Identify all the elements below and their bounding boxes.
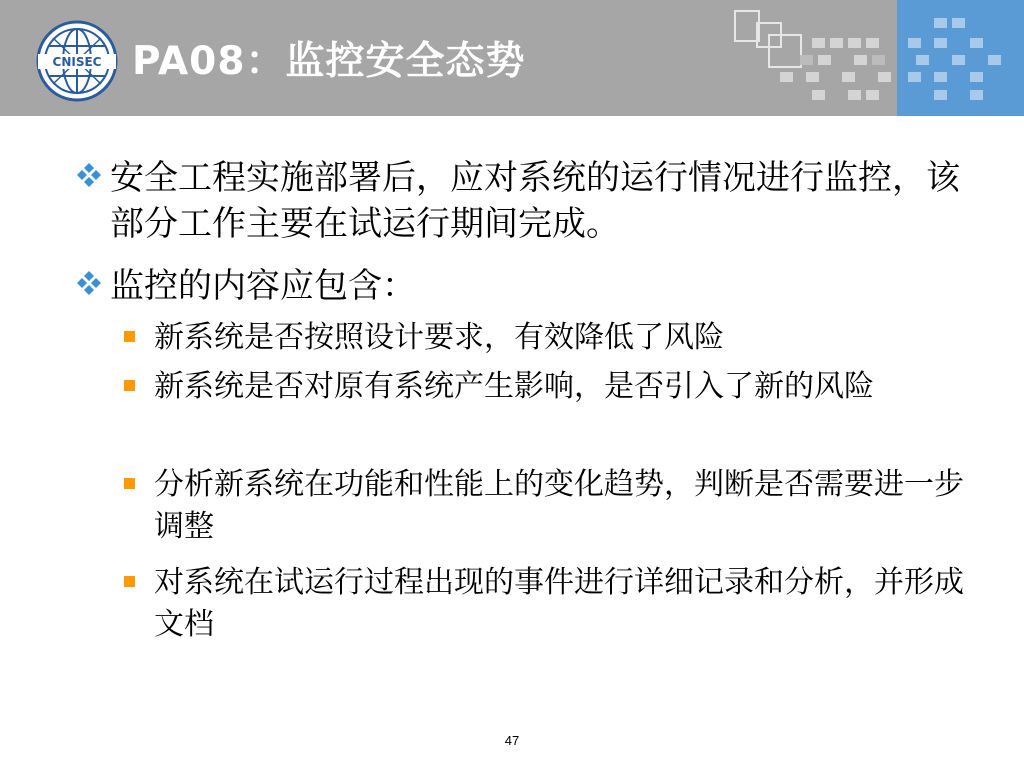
decor-square <box>854 55 867 65</box>
decor-square <box>818 55 831 65</box>
decor-square <box>952 18 965 28</box>
slide-title: PA08：监控安全态势 <box>132 39 526 84</box>
page-number: 47 <box>504 733 520 748</box>
decor-square <box>908 38 921 48</box>
sub-bullet-text: 新系统是否对原有系统产生影响，是否引入了新的风险 <box>154 369 874 404</box>
decor-square <box>842 72 855 82</box>
decor-square <box>878 72 891 82</box>
square-bullet-icon <box>124 478 135 489</box>
sub-bullet-text: 对系统在试运行过程出现的事件进行详细记录和分析，并形成文档 <box>154 565 964 642</box>
decor-square <box>872 55 885 65</box>
slide-header <box>0 0 1024 116</box>
svg-text:CNISEC: CNISEC <box>52 55 102 69</box>
decor-square <box>812 90 825 100</box>
diamond-bullet-icon <box>74 160 104 190</box>
decor-square <box>806 72 819 82</box>
decor-square <box>934 90 947 100</box>
bullet-text: 监控的内容应包含： <box>110 266 416 306</box>
decor-square <box>934 38 947 48</box>
diamond-bullet-icon <box>74 268 104 298</box>
decor-square <box>830 38 843 48</box>
decor-square <box>970 72 983 82</box>
decor-square <box>848 38 861 48</box>
decor-square <box>934 18 947 28</box>
decor-square <box>812 38 825 48</box>
square-bullet-icon <box>124 331 135 342</box>
square-bullet-icon <box>124 576 135 587</box>
decor-square <box>970 38 983 48</box>
decor-square <box>848 90 861 100</box>
decor-square <box>768 34 802 68</box>
cnisec-globe-logo <box>36 20 118 102</box>
bullet-text: 安全工程实施部署后，应对系统的运行情况进行监控，该部分工作主要在试运行期间完成。 <box>110 158 960 244</box>
decor-square <box>866 38 879 48</box>
decor-square <box>952 55 965 65</box>
decor-square <box>934 72 947 82</box>
decor-square <box>866 90 879 100</box>
decor-square <box>970 90 983 100</box>
decor-square <box>800 55 813 65</box>
decor-square <box>908 72 921 82</box>
sub-bullet-text: 新系统是否按照设计要求，有效降低了风险 <box>154 320 724 355</box>
decor-square <box>988 55 1001 65</box>
square-bullet-icon <box>124 380 135 391</box>
decor-square <box>780 72 793 82</box>
decor-square <box>916 55 929 65</box>
sub-bullet-text: 分析新系统在功能和性能上的变化趋势，判断是否需要进一步调整 <box>154 467 964 544</box>
